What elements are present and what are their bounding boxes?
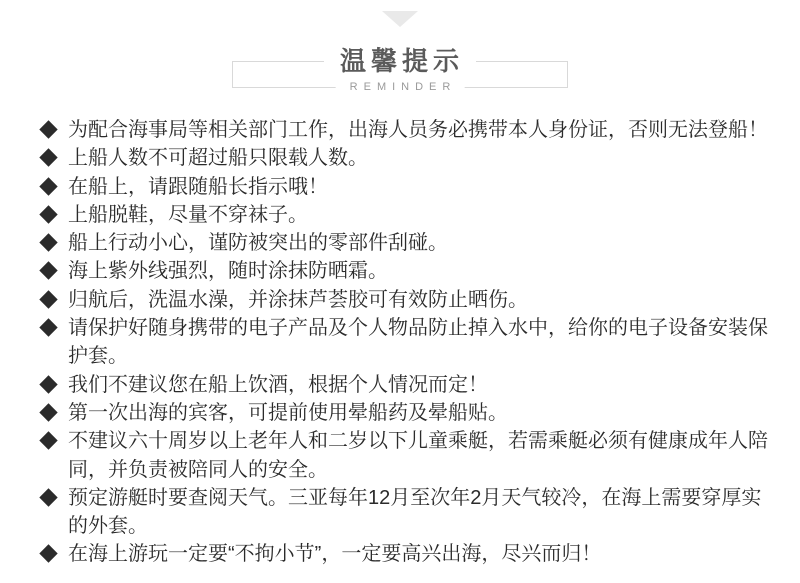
reminder-item (38, 201, 782, 229)
reminder-text: 请保护好随身携带的电子产品及个人物品防止掉入水中，给你的电子设备安装保护套。 (68, 317, 768, 368)
diamond-bullet-icon (39, 488, 57, 506)
diamond-bullet-icon (39, 545, 57, 563)
reminder-item (38, 286, 782, 314)
reminder-item (38, 314, 782, 371)
reminder-item (38, 427, 782, 484)
diamond-bullet-icon (39, 290, 57, 308)
diamond-bullet-icon (39, 432, 57, 450)
reminder-item (38, 229, 782, 257)
reminder-text: 船上行动小心，谨防被突出的零部件刮碰。 (68, 232, 448, 255)
reminder-text: 上船脱鞋，尽量不穿袜子。 (68, 203, 308, 226)
reminder-text: 在海上游玩一定要“不拘小节”，一定要高兴出海，尽兴而归！ (68, 543, 602, 566)
reminder-item (38, 173, 782, 201)
header-box (232, 46, 568, 93)
reminder-text: 我们不建议您在船上饮酒，根据个人情况而定！ (68, 373, 488, 396)
reminder-text: 在船上，请跟随船长指示哦！ (68, 175, 328, 198)
reminder-text: 为配合海事局等相关部门工作，出海人员务必携带本人身份证，否则无法登船！ (68, 119, 768, 141)
reminder-item (38, 484, 782, 541)
reminder-list (38, 116, 782, 569)
reminder-item (38, 399, 782, 427)
reminder-item (38, 371, 782, 399)
diamond-bullet-icon (39, 177, 57, 195)
diamond-bullet-icon (39, 233, 57, 251)
page-title: 温馨提示 (324, 47, 476, 77)
reminder-item (38, 116, 782, 144)
diamond-bullet-icon (39, 403, 57, 421)
reminder-item (38, 540, 782, 568)
diamond-bullet-icon (39, 120, 57, 138)
reminder-text: 第一次出海的宾客，可提前使用晕船药及晕船贴。 (68, 401, 508, 424)
page-subtitle: REMINDER (336, 80, 465, 94)
reminder-text: 不建议六十周岁以上老年人和二岁以下儿童乘艇，若需乘艇必须有健康成年人陪同，并负责被陪同人的安全。 (68, 430, 768, 481)
reminder-text: 归航后，洗温水澡，并涂抹芦荟胶可有效防止晒伤。 (68, 288, 528, 311)
diamond-bullet-icon (39, 318, 57, 336)
reminder-item (38, 257, 782, 285)
diamond-bullet-icon (39, 262, 57, 280)
reminder-text: 预定游艇时要查阅天气。三亚每年12月至次年2月天气较冷，在海上需要穿厚实的外套。 (68, 486, 762, 538)
diamond-bullet-icon (39, 375, 57, 393)
reminder-text: 海上紫外线强烈，随时涂抹防晒霜。 (68, 260, 388, 283)
reminder-text: 上船人数不可超过船只限载人数。 (68, 147, 368, 170)
chevron-down-triangle-icon (382, 11, 418, 27)
diamond-bullet-icon (39, 205, 57, 223)
reminder-item (38, 144, 782, 172)
diamond-bullet-icon (39, 149, 57, 167)
